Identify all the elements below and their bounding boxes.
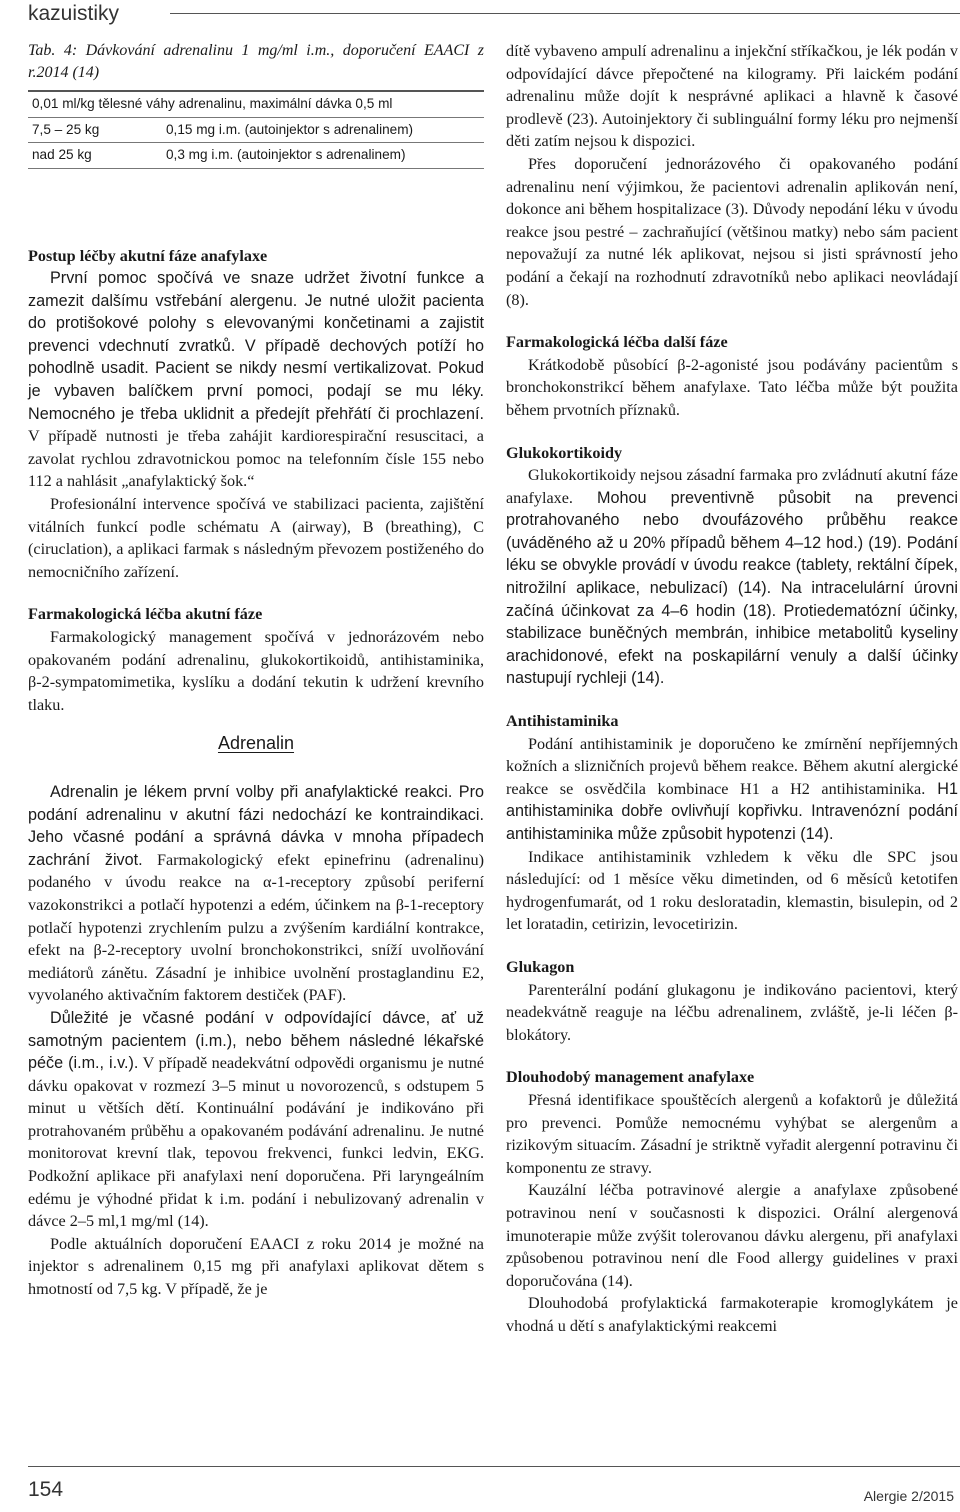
text-span: Podání antihistaminik je doporučeno ke zmírnění nepříjemných kožních a slizničních projevů během reakce. Během akutní alergické reakce se osvědčila kombinace H1 a H2 antihistaminika. bbox=[506, 734, 958, 798]
section-heading: Farmakologická léčba další fáze bbox=[506, 333, 728, 352]
paragraph: dítě vybaveno ampulí adrenalinu a injekční stříkačkou, je lék podán v odpovídající dávce přepočtené na kilogramy. Při laickém podání adrenalinu může dojít k nesprávné aplikaci a hlavně k časové prodlevě (23). Autoinjektory či sublinguální formy léku pro nejmenší děti zatím nejsou k dispozici. bbox=[506, 42, 958, 151]
text-span: V případě nutnosti je třeba zahájit kardiorespirační resuscitaci, a zavolat rychlou zdravotnickou pomoc na telefonním čísle 155 nebo 112 a nahlásit „anafylaktický šok.“ bbox=[28, 427, 484, 491]
page-number: 154 bbox=[28, 1478, 64, 1501]
table-row bbox=[28, 92, 484, 118]
paragraph bbox=[506, 464, 958, 690]
paragraph: Parenterální podání glukagonu je indikováno pacientovi, který neadekvátně reaguje na léčbu adrenalinem, zvláště, je-li léčen β-blokátory. bbox=[506, 980, 958, 1044]
paragraph bbox=[28, 267, 484, 493]
paragraph: Dlouhodobá profylaktická farmakoterapie kromoglykátem je vhodná u dětí s anafylaktickými reakcemi bbox=[506, 1294, 958, 1335]
text-span: Je nutné uložit pacienta do protišokové polohy s elevovanými končetinami a zajistit prevenci vdechnutí zvratků. V případě dechových potíží ho pohodlně usadit. Pacient se nikdy nesmí vertikalizovat. Pokud je vybaven balíčkem první pomoci, podají se mu léky. Nemocného je třeba uklidnit a předejít přehřátí či prochlazení. bbox=[28, 291, 485, 423]
paragraph: Indikace antihistaminik vzhledem k věku dle SPC jsou následující: od 1 měsíce věku dimetinden, od 6 měsíců ketotifen hydrogenfumarát, od 1 roku desloratadin, klemastin, bisulepin, od 2 let loratadin, cetirizin, levocetirizin. bbox=[506, 847, 958, 934]
table-cell: 0,15 mg i.m. (autoinjektor s adrenalinem) bbox=[166, 121, 414, 137]
left-column bbox=[28, 40, 484, 1301]
text-span: Důležité je včasné podání v odpovídající dávce, ať už samotným pacientem (i.m.), nebo během následné lékařské péče (i.m., i.v.). bbox=[28, 1008, 484, 1073]
paragraph bbox=[506, 733, 958, 846]
text-span: První pomoc spočívá ve snaze udržet životní funkce a zamezit dalšímu vstřebání alergenu. bbox=[28, 269, 484, 310]
right-column bbox=[506, 40, 958, 1337]
paragraph: Přesná identifikace spouštěcích alergenů a kofaktorů je důležitá pro prevenci. Pomůže nemocnému vyhýbat se alergenům a rizikovým situacím. Zásadní je striktně vyřadit alergenní potravinu či komponentu ze stravy. bbox=[506, 1090, 958, 1177]
paragraph bbox=[28, 1007, 484, 1233]
table-cell: nad 25 kg bbox=[32, 147, 92, 162]
table-cell: 0,01 ml/kg tělesné váhy adrenalinu, maximální dávka 0,5 ml bbox=[32, 96, 393, 111]
paragraph: Profesionální intervence spočívá ve stabilizaci pacienta, zajištění vitálních funkcí podle schématu A (airway), B (breathing), C (ciruclation), a aplikaci farmak s následným převozem postiženého do nemocničního zařízení. bbox=[28, 495, 484, 581]
section-heading: Glukagon bbox=[506, 957, 575, 976]
text-span: Farmakologický efekt epinefrinu (adrenalinu) podaného v úvodu reakce na α-1-receptory způsobí periferní vazokonstrikci a potlačí hypotenzi a edém, účinkem na β-1-receptory potlačí hypotenzi zrychlením pulzu a zvýšením kardiální kontrakce, efekt na β-2-receptory uvolní bronchokonstrikci, sníží uvolňování mediátorů zánětu. Zásadní je inhibice uvolnění prostaglandinu E2, vyvolaného aktivačním faktorem destiček (PAF). bbox=[28, 850, 484, 1005]
table-row bbox=[28, 143, 484, 169]
text-span: Glukokortikoidy nejsou zásadní farmaka pro zvládnutí akutní fáze anafylaxe. bbox=[506, 466, 958, 507]
header-rule bbox=[170, 13, 960, 14]
section-heading: Dlouhodobý management anafylaxe bbox=[506, 1068, 755, 1087]
table-row bbox=[28, 118, 484, 144]
text-span: V případě neadekvátní odpovědi organismu je nutné dávku opakovat v rozmezí 3–5 minut u novorozenců, s odstupem 5 minut u větších dětí. Kontinuální podávání je indikováno při protrahovaném průběhu a opakovaném podávání adrenalinu. Je nutné monitorovat krevní tlak, tepovou frekvenci, funkci ledvin, EKG. Podkožní aplikace při anafylaxi není doporučena. Při laryngeálním edému je výhodné přidat k i.m. podání i nebulizovaný adrenalin v dávce 2–5 ml,1 mg/ml (14). bbox=[28, 1054, 484, 1231]
section-heading: Postup léčby akutní fáze anafylaxe bbox=[28, 246, 268, 265]
section-heading: Glukokortikoidy bbox=[506, 443, 623, 462]
paragraph: Podle aktuálních doporučení EAACI z roku 2014 je možné na injektor s adrenalinem 0,15 mg při anafylaxi aplikovat dětem s hmotností od 7,5 kg. V případě, že je bbox=[28, 1234, 484, 1299]
paragraph: Krátkodobě působící β-2-agonisté jsou podávány pacientům s bronchokonstrikcí během anafylaxe. Tato léčba může být použita během prvotních příznaků. bbox=[506, 355, 958, 419]
journal-issue: Alergie 2/2015 bbox=[863, 1488, 954, 1504]
section-heading: Farmakologická léčba akutní fáze bbox=[28, 605, 263, 624]
text-span: Mohou preventivně působit na prevenci protrahovaného nebo dvoufázového průběhu reakce (uváděného až u 20% případů během 4–12 hod.) (19). Podání léku se obvykle provádí v úvodu reakce (tablety, rektální čípek, nitrožilní aplikace, nebulizací) (14). Na intracelulární úrovni začíná účinkovat za 4–6 hodin (18). Protiedematózní účinky, stabilizace buněčných membrán, inhibice metabolitů kyseliny arachidonové, efekt na poskapilární venuly a další účinky nastupují rychleji (14). bbox=[506, 488, 958, 688]
paragraph bbox=[28, 781, 484, 1007]
table-cell: 0,3 mg i.m. (autoinjektor s adrenalinem) bbox=[166, 147, 406, 162]
section-label: kazuistiky bbox=[28, 2, 120, 25]
dosage-table bbox=[28, 90, 484, 169]
table-cell: 7,5 – 25 kg bbox=[32, 121, 100, 137]
table-caption: Tab. 4: Dávkování adrenalinu 1 mg/ml i.m., doporučení EAACI z r.2014 (14) bbox=[28, 42, 484, 81]
text-span: H1 antihistaminika dobře ovlivňují kopřivku. Intravenózní podání antihistaminika může způsobit hypotenzi (14). bbox=[506, 779, 958, 843]
footer-rule bbox=[28, 1466, 960, 1467]
paragraph: Přes doporučení jednorázového či opakovaného podání adrenalinu není výjimkou, že pacientovi adrenalin aplikován není, dokonce ani během hospitalizace (3). Důvody nepodání léku v úvodu reakce jsou pestré – zachraňující (většinou matky) nebo sám pacient nepovažují za nutné lék aplikovat, nejsou si jisti správností jeho podání a čekají na rozhodnutí zdravotníků nebo aplikaci neovládají (8). bbox=[506, 154, 958, 309]
text-span: Adrenalin je lékem první volby při anafylaktické reakci. Pro podání adrenalinu v akutní fázi nedochází ke kontraindikaci. Jeho včasné podání a správná dávka v mnoha případech zachrání život. bbox=[28, 782, 484, 869]
paragraph: Farmakologický management spočívá v jednorázovém nebo opakovaném podání adrenalinu, glukokortikoidů, antihistaminika, β-2-sympatomimetika, kyslíku a dodání tekutin k udržení krevního tlaku. bbox=[28, 628, 484, 714]
subsection-heading: Adrenalin bbox=[217, 733, 295, 754]
section-heading: Antihistaminika bbox=[506, 712, 619, 731]
paragraph: Kauzální léčba potravinové alergie a anafylaxe způsobené potravinou není v současnosti k dispozici. Orální alergenová imunoterapie může zvýšit tolerovanou dávku alergenu, při anafylaxi způsobenou potravinou není dle Food allergy guidelines v praxi doporučována (14). bbox=[506, 1181, 958, 1290]
